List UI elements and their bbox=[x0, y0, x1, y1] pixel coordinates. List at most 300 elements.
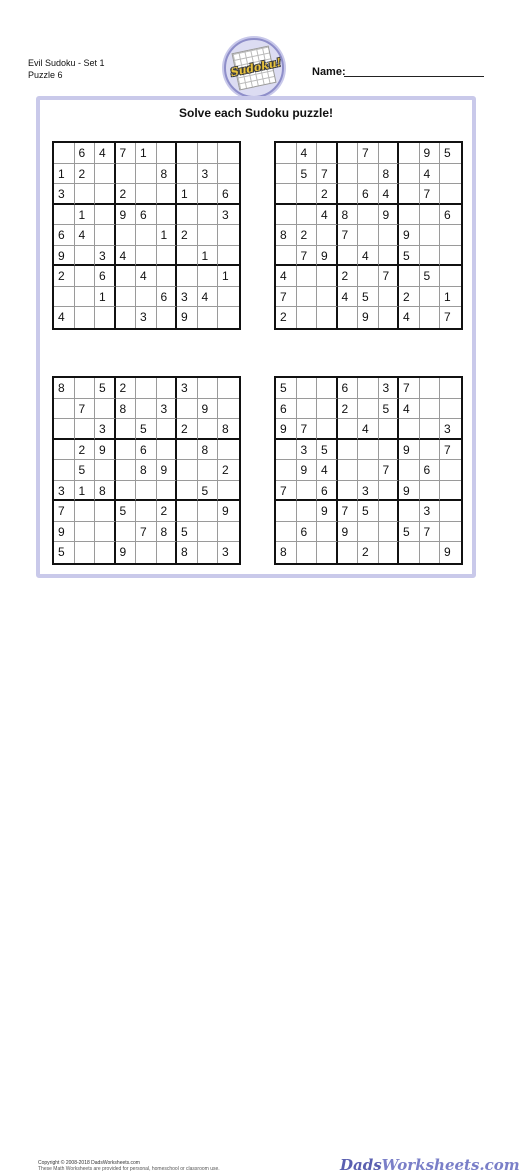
sudoku-cell[interactable] bbox=[420, 205, 441, 226]
sudoku-cell[interactable] bbox=[54, 399, 75, 420]
sudoku-cell[interactable] bbox=[440, 378, 461, 399]
sudoku-cell: 5 bbox=[177, 522, 198, 543]
sudoku-cell[interactable] bbox=[420, 399, 441, 420]
sudoku-cell: 2 bbox=[177, 419, 198, 440]
sudoku-cell[interactable] bbox=[297, 266, 318, 287]
sudoku-cell[interactable] bbox=[440, 460, 461, 481]
sudoku-cell[interactable] bbox=[218, 440, 239, 461]
sudoku-cell: 8 bbox=[218, 419, 239, 440]
sudoku-cell[interactable] bbox=[379, 225, 400, 246]
sudoku-cell[interactable] bbox=[116, 522, 137, 543]
sudoku-cell[interactable] bbox=[177, 164, 198, 185]
sudoku-cell: 3 bbox=[177, 287, 198, 308]
sudoku-cell[interactable] bbox=[116, 225, 137, 246]
sudoku-cell[interactable] bbox=[177, 143, 198, 164]
sudoku-cell: 7 bbox=[297, 246, 318, 267]
sudoku-cell[interactable] bbox=[317, 225, 338, 246]
badge-text: Sudoku! bbox=[229, 55, 283, 80]
sudoku-cell[interactable] bbox=[420, 307, 441, 328]
sudoku-cell[interactable] bbox=[420, 225, 441, 246]
sudoku-cell[interactable] bbox=[358, 399, 379, 420]
logo-sub: Worksheets.com bbox=[381, 1156, 520, 1174]
sudoku-cell: 9 bbox=[54, 246, 75, 267]
sudoku-cell[interactable] bbox=[399, 266, 420, 287]
sudoku-cell: 3 bbox=[440, 419, 461, 440]
sudoku-cell: 3 bbox=[95, 246, 116, 267]
sudoku-cell[interactable] bbox=[198, 522, 219, 543]
sudoku-cell: 9 bbox=[297, 460, 318, 481]
sudoku-cell: 5 bbox=[54, 542, 75, 563]
sudoku-cell[interactable] bbox=[157, 440, 178, 461]
sudoku-cell[interactable] bbox=[75, 542, 96, 563]
sudoku-cell[interactable] bbox=[136, 542, 157, 563]
sudoku-cell[interactable] bbox=[317, 542, 338, 563]
sudoku-cell[interactable] bbox=[420, 419, 441, 440]
sudoku-cell[interactable] bbox=[338, 440, 359, 461]
sudoku-cell[interactable] bbox=[198, 307, 219, 328]
sudoku-cell[interactable] bbox=[136, 399, 157, 420]
sudoku-cell[interactable] bbox=[297, 378, 318, 399]
sudoku-cell: 6 bbox=[358, 184, 379, 205]
sudoku-cell[interactable] bbox=[399, 143, 420, 164]
sudoku-cell: 9 bbox=[379, 205, 400, 226]
sudoku-cell[interactable] bbox=[198, 542, 219, 563]
sudoku-cell: 9 bbox=[358, 307, 379, 328]
sudoku-cell[interactable] bbox=[399, 419, 420, 440]
sudoku-cell[interactable] bbox=[157, 266, 178, 287]
sudoku-cell: 2 bbox=[54, 266, 75, 287]
sudoku-cell[interactable] bbox=[420, 481, 441, 502]
sudoku-cell: 7 bbox=[276, 287, 297, 308]
sudoku-cell: 9 bbox=[338, 522, 359, 543]
sudoku-cell[interactable] bbox=[157, 143, 178, 164]
sudoku-cell[interactable] bbox=[54, 287, 75, 308]
sudoku-cell[interactable] bbox=[177, 205, 198, 226]
sudoku-cell[interactable] bbox=[379, 542, 400, 563]
sudoku-cell[interactable] bbox=[297, 501, 318, 522]
sudoku-cell: 9 bbox=[218, 501, 239, 522]
sudoku-cell[interactable] bbox=[420, 287, 441, 308]
sudoku-cell: 4 bbox=[297, 143, 318, 164]
sudoku-cell[interactable] bbox=[136, 225, 157, 246]
sudoku-cell[interactable] bbox=[95, 399, 116, 420]
sudoku-cell: 7 bbox=[420, 522, 441, 543]
sudoku-cell[interactable] bbox=[276, 143, 297, 164]
sudoku-cell[interactable] bbox=[54, 419, 75, 440]
sudoku-cell[interactable] bbox=[116, 307, 137, 328]
sudoku-cell: 1 bbox=[157, 225, 178, 246]
sudoku-cell[interactable] bbox=[297, 287, 318, 308]
sudoku-cell: 1 bbox=[75, 481, 96, 502]
sudoku-cell: 9 bbox=[198, 399, 219, 420]
sudoku-cell: 9 bbox=[420, 143, 441, 164]
sudoku-cell[interactable] bbox=[75, 266, 96, 287]
sudoku-cell[interactable] bbox=[338, 419, 359, 440]
sudoku-cell: 8 bbox=[379, 164, 400, 185]
sudoku-cell: 7 bbox=[297, 419, 318, 440]
sudoku-cell[interactable] bbox=[440, 246, 461, 267]
sudoku-cell: 5 bbox=[440, 143, 461, 164]
sudoku-cell[interactable] bbox=[218, 287, 239, 308]
sudoku-cell[interactable] bbox=[136, 501, 157, 522]
sudoku-cell[interactable] bbox=[420, 246, 441, 267]
sudoku-cell[interactable] bbox=[75, 378, 96, 399]
sudoku-cell[interactable] bbox=[177, 501, 198, 522]
copyright-text: Copyright © 2008-2018 DadsWorksheets.com bbox=[38, 1160, 140, 1166]
sudoku-cell[interactable] bbox=[116, 266, 137, 287]
sudoku-cell: 2 bbox=[338, 266, 359, 287]
sudoku-cell: 7 bbox=[276, 481, 297, 502]
sudoku-cell: 6 bbox=[338, 378, 359, 399]
sudoku-cell: 2 bbox=[157, 501, 178, 522]
sudoku-cell: 8 bbox=[116, 399, 137, 420]
sudoku-cell[interactable] bbox=[95, 460, 116, 481]
sudoku-cell[interactable] bbox=[116, 287, 137, 308]
sudoku-cell[interactable] bbox=[198, 225, 219, 246]
sudoku-grid-1 bbox=[52, 141, 241, 330]
sudoku-cell[interactable] bbox=[218, 399, 239, 420]
sudoku-cell[interactable] bbox=[317, 287, 338, 308]
sudoku-cell[interactable] bbox=[338, 307, 359, 328]
sudoku-cell: 9 bbox=[116, 542, 137, 563]
sudoku-cell[interactable] bbox=[157, 307, 178, 328]
sudoku-cell[interactable] bbox=[338, 460, 359, 481]
sudoku-cell[interactable] bbox=[338, 164, 359, 185]
sudoku-cell[interactable] bbox=[379, 246, 400, 267]
sudoku-cell: 3 bbox=[177, 378, 198, 399]
name-line[interactable] bbox=[344, 76, 484, 77]
sudoku-cell: 7 bbox=[379, 460, 400, 481]
sudoku-cell[interactable] bbox=[218, 164, 239, 185]
sudoku-cell: 5 bbox=[95, 378, 116, 399]
sudoku-cell: 6 bbox=[276, 399, 297, 420]
worksheet-header bbox=[0, 0, 512, 100]
sudoku-cell: 1 bbox=[75, 205, 96, 226]
sudoku-cell[interactable] bbox=[218, 225, 239, 246]
sudoku-cell[interactable] bbox=[399, 164, 420, 185]
sudoku-cell[interactable] bbox=[276, 522, 297, 543]
sudoku-cell: 6 bbox=[136, 440, 157, 461]
sudoku-cell[interactable] bbox=[358, 460, 379, 481]
sudoku-cell[interactable] bbox=[440, 481, 461, 502]
sudoku-cell: 7 bbox=[54, 501, 75, 522]
sudoku-cell[interactable] bbox=[157, 481, 178, 502]
sudoku-cell[interactable] bbox=[95, 184, 116, 205]
sudoku-cell: 8 bbox=[177, 542, 198, 563]
sudoku-cell[interactable] bbox=[317, 399, 338, 420]
sudoku-cell[interactable] bbox=[157, 378, 178, 399]
sudoku-cell[interactable] bbox=[218, 246, 239, 267]
sudoku-cell[interactable] bbox=[116, 164, 137, 185]
sudoku-cell: 3 bbox=[54, 184, 75, 205]
sudoku-cell: 1 bbox=[95, 287, 116, 308]
sudoku-cell: 4 bbox=[358, 246, 379, 267]
sudoku-cell[interactable] bbox=[440, 225, 461, 246]
sudoku-cell[interactable] bbox=[198, 378, 219, 399]
puzzle-number: Puzzle 6 bbox=[28, 70, 63, 80]
sudoku-cell[interactable] bbox=[136, 378, 157, 399]
sudoku-cell: 9 bbox=[157, 460, 178, 481]
sudoku-cell[interactable] bbox=[116, 460, 137, 481]
sudoku-cell[interactable] bbox=[116, 419, 137, 440]
sudoku-cell[interactable] bbox=[177, 246, 198, 267]
sudoku-cell: 3 bbox=[358, 481, 379, 502]
sudoku-cell[interactable] bbox=[218, 378, 239, 399]
sudoku-cell[interactable] bbox=[136, 164, 157, 185]
sudoku-cell[interactable] bbox=[379, 440, 400, 461]
sudoku-cell: 4 bbox=[95, 143, 116, 164]
sudoku-cell: 5 bbox=[358, 501, 379, 522]
sudoku-cell[interactable] bbox=[297, 399, 318, 420]
sudoku-cell: 5 bbox=[75, 460, 96, 481]
sudoku-cell[interactable] bbox=[379, 481, 400, 502]
sudoku-cell: 6 bbox=[297, 522, 318, 543]
sudoku-cell[interactable] bbox=[358, 225, 379, 246]
sudoku-cell: 2 bbox=[177, 225, 198, 246]
sudoku-cell[interactable] bbox=[54, 205, 75, 226]
sudoku-cell[interactable] bbox=[420, 542, 441, 563]
sudoku-cell[interactable] bbox=[317, 378, 338, 399]
sudoku-cell: 3 bbox=[218, 205, 239, 226]
sudoku-cell[interactable] bbox=[75, 307, 96, 328]
set-title: Evil Sudoku - Set 1 bbox=[28, 58, 105, 68]
sudoku-cell: 3 bbox=[136, 307, 157, 328]
sudoku-cell: 1 bbox=[198, 246, 219, 267]
sudoku-cell[interactable] bbox=[136, 481, 157, 502]
sudoku-cell[interactable] bbox=[440, 399, 461, 420]
sudoku-cell[interactable] bbox=[297, 307, 318, 328]
sudoku-cell[interactable] bbox=[297, 184, 318, 205]
instructions: Solve each Sudoku puzzle! bbox=[178, 106, 334, 120]
sudoku-cell[interactable] bbox=[276, 164, 297, 185]
sudoku-cell: 6 bbox=[75, 143, 96, 164]
sudoku-cell: 9 bbox=[444, 545, 451, 559]
sudoku-cell: 5 bbox=[297, 164, 318, 185]
sudoku-cell[interactable] bbox=[198, 143, 219, 164]
sudoku-cell: 1 bbox=[136, 143, 157, 164]
sudoku-cell[interactable] bbox=[198, 460, 219, 481]
sudoku-cell: 2 bbox=[75, 440, 96, 461]
sudoku-cell[interactable] bbox=[75, 419, 96, 440]
sudoku-cell[interactable] bbox=[157, 419, 178, 440]
sudoku-cell[interactable] bbox=[440, 522, 461, 543]
sudoku-cell: 4 bbox=[379, 184, 400, 205]
sudoku-cell[interactable] bbox=[177, 460, 198, 481]
sudoku-cell: 8 bbox=[136, 460, 157, 481]
sudoku-cell[interactable] bbox=[136, 246, 157, 267]
sudoku-cell[interactable] bbox=[198, 419, 219, 440]
sudoku-cell: 8 bbox=[338, 205, 359, 226]
sudoku-cell: 6 bbox=[218, 184, 239, 205]
sudoku-cell[interactable] bbox=[157, 246, 178, 267]
sudoku-cell: 6 bbox=[136, 205, 157, 226]
sudoku-cell[interactable] bbox=[358, 440, 379, 461]
sudoku-cell: 5 bbox=[379, 399, 400, 420]
sudoku-cell[interactable] bbox=[317, 307, 338, 328]
sudoku-cell[interactable] bbox=[317, 522, 338, 543]
sudoku-cell[interactable] bbox=[358, 522, 379, 543]
sudoku-cell[interactable] bbox=[358, 378, 379, 399]
sudoku-cell[interactable] bbox=[116, 481, 137, 502]
sudoku-cell[interactable] bbox=[276, 440, 297, 461]
sudoku-cell: 5 bbox=[420, 266, 441, 287]
sudoku-cell[interactable] bbox=[379, 287, 400, 308]
sudoku-cell[interactable] bbox=[75, 287, 96, 308]
sudoku-cell[interactable] bbox=[157, 205, 178, 226]
sudoku-cell: 3 bbox=[420, 501, 441, 522]
sudoku-cell: 8 bbox=[54, 378, 75, 399]
sudoku-cell: 8 bbox=[276, 542, 297, 563]
sudoku-cell: 2 bbox=[317, 184, 338, 205]
sudoku-cell[interactable] bbox=[317, 143, 338, 164]
sudoku-cell[interactable] bbox=[379, 522, 400, 543]
sudoku-cell[interactable] bbox=[440, 184, 461, 205]
sudoku-cell[interactable] bbox=[297, 205, 318, 226]
sudoku-cell[interactable] bbox=[276, 205, 297, 226]
sudoku-cell[interactable] bbox=[75, 522, 96, 543]
sudoku-cell: 4 bbox=[317, 205, 338, 226]
sudoku-cell[interactable] bbox=[440, 164, 461, 185]
sudoku-cell: 5 bbox=[136, 419, 157, 440]
sudoku-cell: 4 bbox=[420, 164, 441, 185]
sudoku-cell[interactable] bbox=[177, 481, 198, 502]
sudoku-cell[interactable] bbox=[95, 307, 116, 328]
sudoku-cell[interactable] bbox=[399, 501, 420, 522]
sudoku-cell[interactable] bbox=[420, 440, 441, 461]
sudoku-cell[interactable] bbox=[177, 399, 198, 420]
sudoku-cell[interactable] bbox=[317, 419, 338, 440]
sudoku-cell[interactable] bbox=[317, 266, 338, 287]
sudoku-cell: 6 bbox=[317, 481, 338, 502]
sudoku-cell: 6 bbox=[95, 266, 116, 287]
sudoku-cell: 5 bbox=[116, 501, 137, 522]
sudoku-cell[interactable] bbox=[338, 184, 359, 205]
sudoku-cell[interactable] bbox=[136, 287, 157, 308]
sudoku-cell[interactable] bbox=[95, 205, 116, 226]
sudoku-cell: 1 bbox=[54, 164, 75, 185]
sudoku-cell: 3 bbox=[157, 399, 178, 420]
sudoku-cell[interactable] bbox=[338, 542, 359, 563]
sudoku-cell: 7 bbox=[444, 310, 451, 324]
sudoku-grid-3 bbox=[52, 376, 241, 565]
sudoku-cell: 9 bbox=[276, 419, 297, 440]
sudoku-cell[interactable] bbox=[399, 205, 420, 226]
sudoku-cell: 9 bbox=[399, 481, 420, 502]
sudoku-cell[interactable] bbox=[218, 522, 239, 543]
sudoku-cell[interactable] bbox=[75, 246, 96, 267]
sudoku-cell[interactable] bbox=[54, 440, 75, 461]
sudoku-cell: 4 bbox=[136, 266, 157, 287]
sudoku-cell[interactable] bbox=[276, 184, 297, 205]
footer bbox=[0, 578, 520, 1174]
sudoku-cell[interactable] bbox=[338, 246, 359, 267]
sudoku-cell: 2 bbox=[218, 460, 239, 481]
sudoku-cell[interactable] bbox=[358, 266, 379, 287]
sudoku-cell[interactable] bbox=[338, 143, 359, 164]
sudoku-cell[interactable] bbox=[276, 501, 297, 522]
logo-main: Dads bbox=[340, 1156, 382, 1174]
sudoku-cell: 8 bbox=[95, 481, 116, 502]
sudoku-cell[interactable] bbox=[157, 542, 178, 563]
sudoku-cell[interactable] bbox=[95, 522, 116, 543]
sudoku-cell: 7 bbox=[75, 399, 96, 420]
sudoku-cell[interactable] bbox=[399, 460, 420, 481]
sudoku-cell[interactable] bbox=[95, 501, 116, 522]
sudoku-cell: 5 bbox=[317, 440, 338, 461]
sudoku-cell: 4 bbox=[276, 266, 297, 287]
sudoku-cell: 2 bbox=[358, 542, 379, 563]
sudoku-cell[interactable] bbox=[297, 542, 318, 563]
sudoku-cell: 9 bbox=[95, 440, 116, 461]
sudoku-cell[interactable] bbox=[54, 460, 75, 481]
sudoku-cell: 9 bbox=[399, 440, 420, 461]
sudoku-cell[interactable] bbox=[379, 307, 400, 328]
sudoku-cell[interactable] bbox=[198, 501, 219, 522]
sudoku-cell[interactable] bbox=[440, 501, 461, 522]
sudoku-cell[interactable] bbox=[399, 184, 420, 205]
sudoku-cell: 5 bbox=[399, 246, 420, 267]
dadsworksheets-logo[interactable] bbox=[340, 1156, 520, 1174]
sudoku-cell[interactable] bbox=[198, 266, 219, 287]
sudoku-cell: 8 bbox=[276, 225, 297, 246]
sudoku-cell: 7 bbox=[116, 143, 137, 164]
sudoku-cell[interactable] bbox=[95, 164, 116, 185]
sudoku-cell[interactable] bbox=[420, 378, 441, 399]
sudoku-cell: 5 bbox=[358, 287, 379, 308]
sudoku-cell[interactable] bbox=[338, 481, 359, 502]
sudoku-cell[interactable] bbox=[75, 501, 96, 522]
name-label: Name: bbox=[312, 66, 346, 78]
sudoku-cell: 4 bbox=[198, 287, 219, 308]
sudoku-cell[interactable] bbox=[177, 440, 198, 461]
sudoku-cell: 3 bbox=[95, 419, 116, 440]
sudoku-cell: 7 bbox=[440, 440, 461, 461]
sudoku-cell: 4 bbox=[399, 307, 420, 328]
sudoku-cell: 7 bbox=[136, 522, 157, 543]
sudoku-cell: 4 bbox=[338, 287, 359, 308]
sudoku-cell: 4 bbox=[54, 307, 75, 328]
sudoku-cell[interactable] bbox=[116, 440, 137, 461]
sudoku-cell[interactable] bbox=[276, 246, 297, 267]
sudoku-cell[interactable] bbox=[399, 542, 420, 563]
sudoku-cell[interactable] bbox=[218, 481, 239, 502]
sudoku-cell[interactable] bbox=[440, 266, 461, 287]
sudoku-cell[interactable] bbox=[379, 143, 400, 164]
sudoku-cell: 2 bbox=[75, 164, 96, 185]
sudoku-cell[interactable] bbox=[198, 184, 219, 205]
sudoku-cell[interactable] bbox=[276, 460, 297, 481]
sudoku-cell: 8 bbox=[157, 522, 178, 543]
sudoku-cell[interactable] bbox=[218, 307, 239, 328]
sudoku-cell[interactable] bbox=[358, 164, 379, 185]
sudoku-grid-2 bbox=[274, 141, 463, 330]
sudoku-cell[interactable] bbox=[358, 205, 379, 226]
sudoku-cell[interactable] bbox=[379, 419, 400, 440]
sudoku-cell[interactable] bbox=[95, 225, 116, 246]
sudoku-cell[interactable] bbox=[177, 266, 198, 287]
sudoku-cell[interactable] bbox=[157, 184, 178, 205]
sudoku-cell[interactable] bbox=[198, 205, 219, 226]
sudoku-cell: 6 bbox=[440, 205, 461, 226]
sudoku-cell: 7 bbox=[338, 501, 359, 522]
sudoku-cell[interactable] bbox=[54, 143, 75, 164]
sudoku-cell[interactable] bbox=[75, 184, 96, 205]
sudoku-cell[interactable] bbox=[95, 542, 116, 563]
sudoku-cell[interactable] bbox=[297, 481, 318, 502]
sudoku-cell[interactable] bbox=[218, 143, 239, 164]
sudoku-cell[interactable] bbox=[379, 501, 400, 522]
sudoku-cell[interactable] bbox=[136, 184, 157, 205]
